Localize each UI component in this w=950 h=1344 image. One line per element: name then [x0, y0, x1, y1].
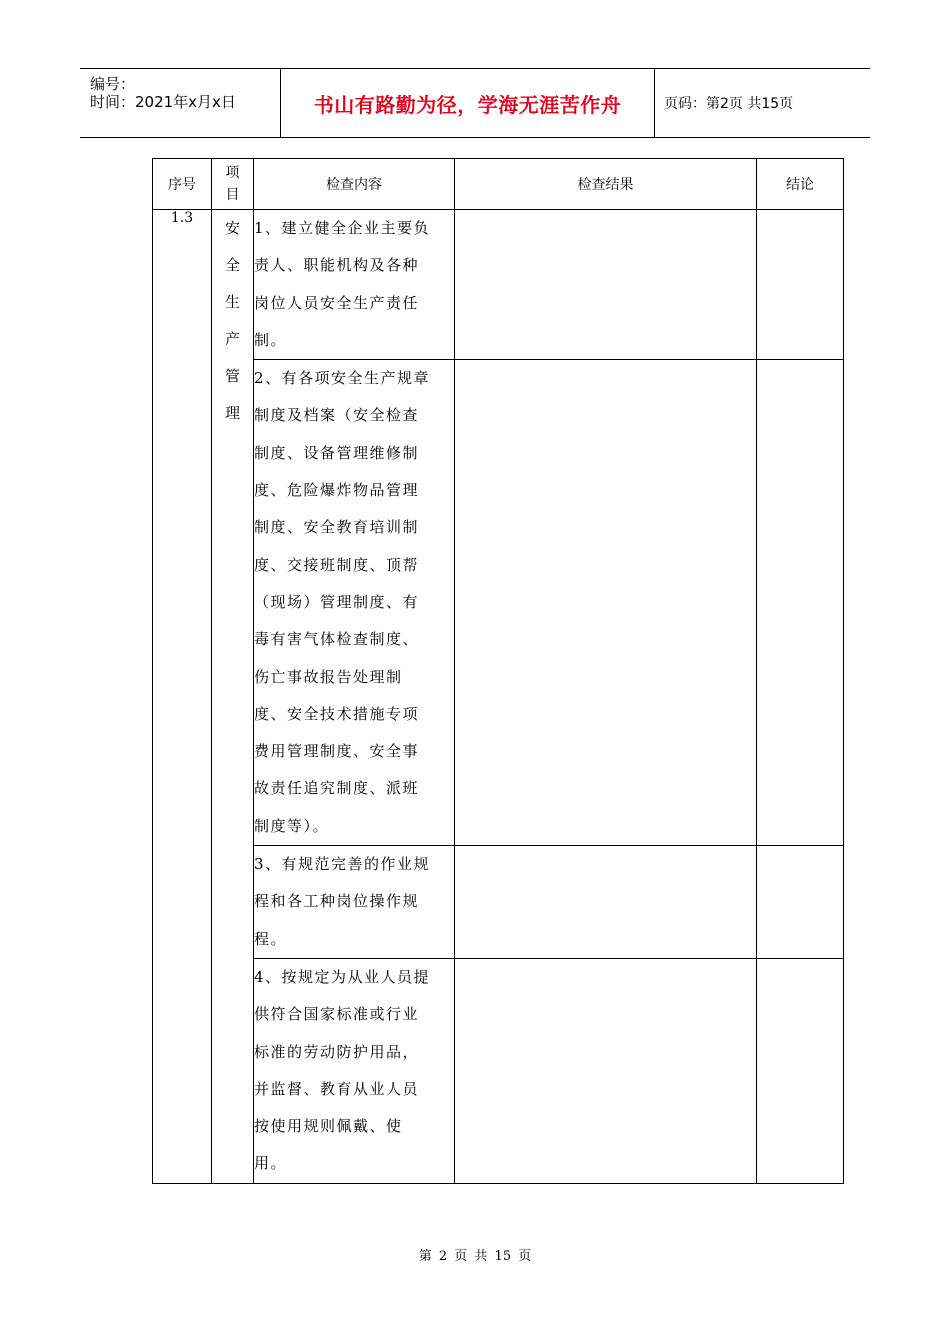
column-header-content: 检查内容: [254, 159, 455, 210]
document-date-label: 时间：2021年x月x日: [90, 93, 236, 111]
check-result-cell[interactable]: [455, 958, 757, 1183]
header-page-info: 页码：第2页 共15页: [664, 96, 794, 112]
check-content-line: 按使用规则佩戴、使: [254, 1117, 403, 1136]
conclusion-cell[interactable]: [757, 210, 844, 360]
check-content-line: 责人、职能机构及各种: [254, 256, 420, 275]
conclusion-cell[interactable]: [757, 360, 844, 846]
header-meta-cell: [80, 69, 280, 137]
header-motto: 书山有路勤为径，学海无涯苦作舟: [313, 92, 622, 117]
table-row: [153, 958, 844, 1183]
check-content-line: 并监督、教育从业人员: [254, 1079, 420, 1098]
check-content-line: 毒有害气体检查制度、: [254, 630, 420, 649]
check-result-cell[interactable]: [455, 846, 757, 959]
check-content-line: 1、建立健全企业主要负: [254, 219, 431, 237]
section-name-char: 全: [224, 256, 240, 274]
check-content-cell: [254, 360, 455, 846]
check-content-line: 4、按规定为从业人员提: [254, 967, 431, 986]
column-header-result: 检查结果: [455, 159, 757, 210]
check-content-line: 供符合国家标准或行业: [254, 1005, 420, 1024]
table-header-row: [153, 159, 844, 210]
check-content-line: 2、有各项安全生产规章: [254, 369, 431, 388]
section-number-cell: 1.3: [153, 210, 212, 1184]
check-content-cell: [254, 846, 455, 959]
section-name-char: 管: [224, 367, 240, 385]
column-header-conclusion: 结论: [757, 159, 844, 210]
inspection-table: [152, 158, 844, 1184]
check-content-line: 用。: [254, 1154, 288, 1173]
check-content-line: 制度及档案（安全检查: [254, 406, 420, 425]
section-name-char: 安: [224, 219, 240, 237]
check-content-line: 制度、设备管理维修制: [254, 443, 420, 462]
check-content-line: 故责任追究制度、派班: [254, 779, 420, 798]
check-content-line: （现场）管理制度、有: [254, 592, 420, 611]
check-content-cell: [254, 958, 455, 1183]
section-name-char: 生: [224, 293, 240, 311]
check-content-line: 制度、安全教育培训制: [254, 518, 420, 537]
conclusion-cell[interactable]: [757, 846, 844, 959]
table-row: [153, 360, 844, 846]
column-header-seq: 序号: [153, 159, 212, 210]
column-header-project: [212, 159, 254, 210]
check-content-line: 程和各工种岗位操作规: [254, 892, 420, 911]
check-result-cell[interactable]: [455, 360, 757, 846]
check-content-line: 制。: [254, 330, 288, 349]
check-content-line: 度、交接班制度、顶帮: [254, 555, 420, 574]
header-page-cell: [654, 69, 870, 137]
check-content-line: 程。: [254, 929, 288, 948]
table-row: [153, 846, 844, 959]
section-name-cell: [212, 210, 254, 1184]
page-header: [80, 68, 870, 138]
check-content-line: 制度等）。: [254, 816, 330, 835]
conclusion-cell[interactable]: [757, 958, 844, 1183]
column-header-project-line: 项: [225, 165, 240, 181]
check-content-line: 度、危险爆炸物品管理: [254, 481, 420, 500]
check-content-line: 标准的劳动防护用品，: [254, 1042, 420, 1061]
page-footer: 第 2 页 共 15 页: [418, 1249, 532, 1264]
check-content-line: 费用管理制度、安全事: [254, 742, 420, 761]
section-name-char: 理: [224, 404, 240, 422]
check-content-line: 岗位人员安全生产责任: [254, 293, 420, 312]
column-header-project-line: 目: [225, 187, 240, 203]
section-name-char: 产: [224, 330, 240, 348]
check-content-cell: [254, 210, 455, 360]
check-content-line: 度、安全技术措施专项: [254, 704, 420, 723]
check-result-cell[interactable]: [455, 210, 757, 360]
header-motto-cell: [280, 69, 655, 137]
check-content-line: 3、有规范完善的作业规: [254, 855, 431, 874]
check-content-line: 伤亡事故报告处理制: [254, 667, 403, 686]
document-number-label: 编号：: [90, 75, 136, 93]
table-row: [153, 210, 844, 360]
